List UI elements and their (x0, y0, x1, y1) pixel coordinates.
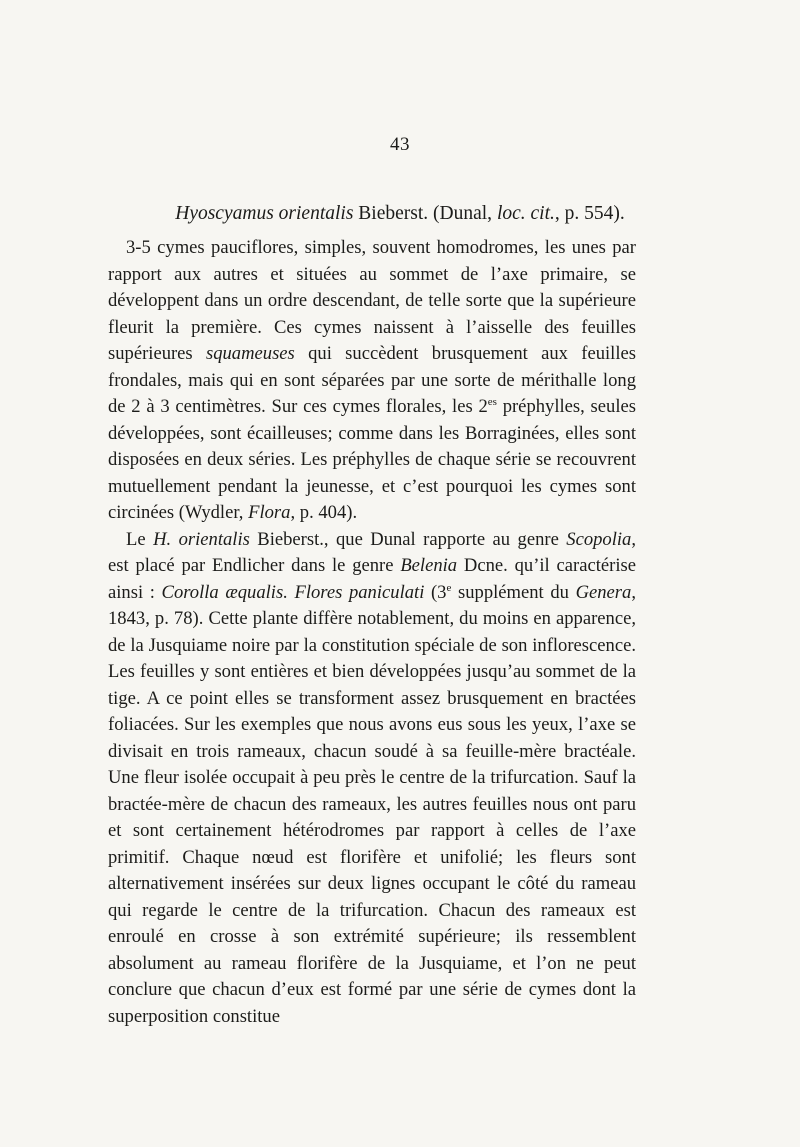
italic-run: squameuses (205, 343, 295, 364)
text-run: (3 (424, 581, 447, 603)
page-number: 43 (390, 134, 410, 155)
text-run: 3-5 cymes pauciflores, simples, souvent homodromes, les unes par rapport aux autres et situées au sommet de l’axe primaire, se développent dans un ordre descendant, de telle sorte que la supérieure fleurit la première. Ces cymes naissent à l’aisselle des feuilles supérieures (108, 237, 636, 364)
italic-run: Belenia (400, 555, 458, 576)
italic-run: Flora (248, 502, 291, 523)
text-run: préphylles, seules développées, sont écailleuses; comme dans les Borraginées, elles sont disposées en deux séries. Les préphylles de chaque série se recouvrent mutuellement pendant la jeunesse, et c’est pourquoi les cymes sont circinées (Wydler, (108, 396, 636, 523)
species-name: Hyoscyamus orientalis (175, 203, 354, 224)
heading-pages: , p. 554). (554, 203, 625, 224)
text-run: , p. 404). (290, 502, 358, 523)
text-run: Le (126, 528, 154, 550)
heading-reference: loc. cit. (496, 203, 555, 224)
italic-run: Genera (575, 581, 632, 603)
text-run: qui succèdent brusquement aux feuilles frondales, mais qui en sont séparées par une sorte de mérithalle long de 2 à 3 centimètres. Sur ces cymes florales, les 2 (108, 343, 636, 417)
italic-run: Scopolia (566, 528, 632, 550)
text-run: supplément du (451, 581, 576, 603)
paragraph-2 (108, 527, 636, 1031)
section-heading (0, 203, 800, 225)
text-run: Dcne. qu’il caractérise ainsi : (108, 555, 636, 603)
superscript: e (446, 581, 452, 594)
body-text (108, 235, 636, 1030)
superscript: es (487, 395, 497, 408)
text-run: , 1843, p. 78). Cette plante diffère notablement, du moins en apparence, de la Jusquiame noire par la constitution spéciale de son inflorescence. Les feuilles y sont entières et bien développées jusqu’au sommet de la tige. A ce point elles se transforment assez brusquement en bractées foliacées. Sur les exemples que nous avons eus sous les yeux, l’axe se divisait en trois rameaux, chacun soudé à sa feuille-mère bractéale. Une fleur isolée occupait à peu près le centre de la trifurcation. Sauf la bractée-mère de chacun des rameaux, les autres feuilles nous ont paru et sont certainement hétérodromes par rapport à celles de l’axe primitif. Chaque nœud est florifère et unifolié; les fleurs sont alternativement insérées sur deux lignes occupant le côté du rameau qui regarde le centre de la trifurcation. Chacun des rameaux est enroulé en crosse à son extrémité supérieure; ils ressemblent absolument au rameau florifère de la Jusquiame, et l’on ne peut conclure que chacun d’eux est formé par une série de cymes dont la superposition constitue (108, 581, 636, 1027)
italic-run: H. orientalis (153, 528, 250, 550)
paragraph-1 (108, 235, 636, 527)
text-run: Bieberst., que Dunal rapporte au genre (249, 528, 567, 550)
italic-run: Corolla æqualis. Flores paniculati (161, 581, 425, 603)
heading-authority: Bieberst. (Dunal, (353, 203, 497, 224)
text-run: , est placé par Endlicher dans le genre (108, 528, 636, 576)
